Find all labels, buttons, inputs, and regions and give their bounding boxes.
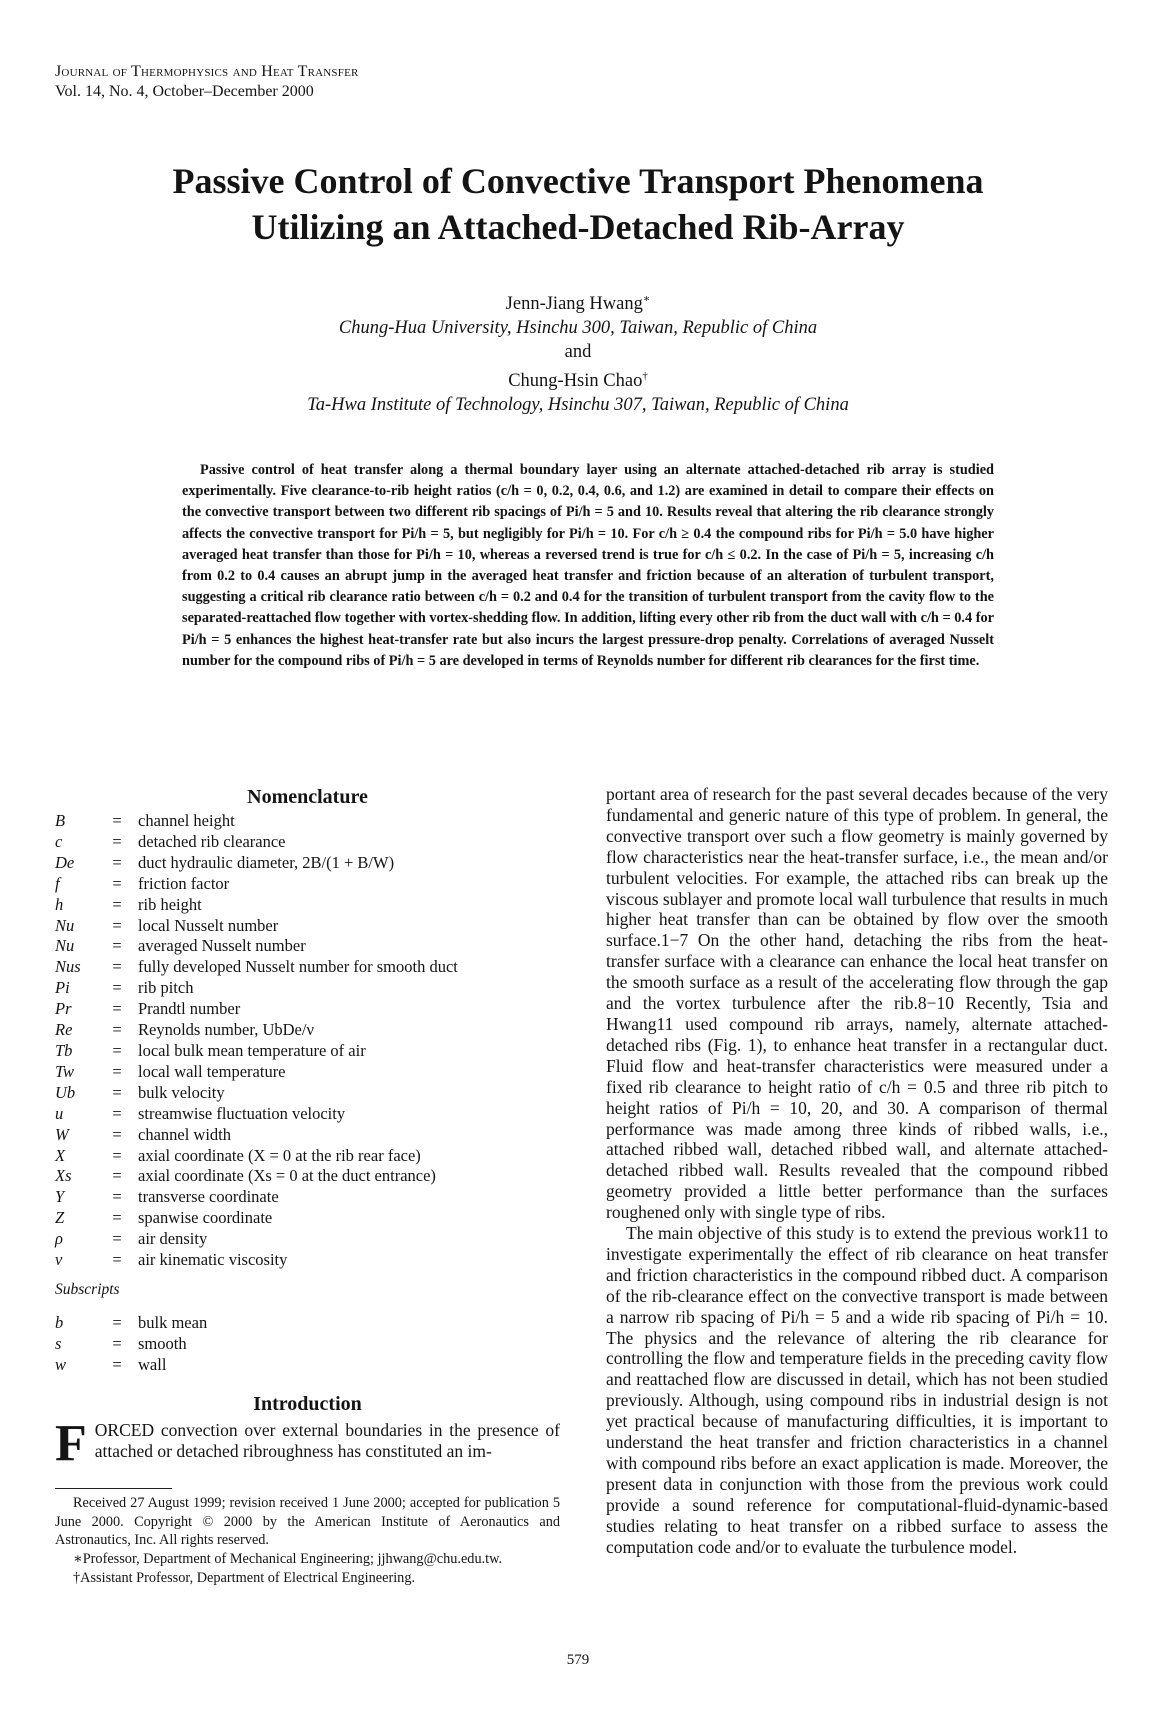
nomenclature-symbol: Ub xyxy=(55,1082,76,1102)
nomenclature-row xyxy=(55,957,458,978)
body-paragraph-1: portant area of research for the past several decades because of the very fundamental and generic nature of this type of problem. In general, the convective transport over such a flow geometry is mainly governed by flow characteristics near the heat-transfer surface, i.e., the mean and/or turbulent velocities. For example, the attached ribs can break up the viscous sublayer and promote local wall turbulence that results in much higher heat transfer than can be obtained by flow over the smooth surface.1−7 On the other hand, detaching the ribs from the heat-transfer surface with a clearance can enhance the local heat transfer on the smooth surface as a result of the accelerating flow through the gap and the vortex turbulence after the rib.8−10 Recently, Tsia and Hwang11 used compound rib arrays, namely, alternate attached-detached ribs (Fig. 1), to enhance heat transfer in a rectangular duct. Fluid flow and heat-transfer characteristics were measured under a fixed rib clearance to height ratio of c/h = 0.5 and three rib pitch to height ratios of Pi/h = 10, 20, and 30. A comparison of thermal performance was made among three kinds of ribbed walls, i.e., attached ribbed wall, detached ribbed wall, and alternate attached-detached ribbed wall. Results revealed that the compound ribbed geometry provided a little better performance than the surfaces roughened only with single type of ribs. xyxy=(606,784,1108,1223)
nomenclature-row xyxy=(55,832,458,853)
author-2-mark: † xyxy=(642,370,648,383)
nomenclature-symbol: Z xyxy=(55,1208,65,1228)
subscript-row xyxy=(55,1313,207,1334)
nomenclature-row xyxy=(55,853,458,874)
nomenclature-symbol: Pi xyxy=(55,978,70,998)
subscript-row xyxy=(55,1355,207,1376)
nomenclature-row xyxy=(55,874,458,895)
subscript-equals: = xyxy=(112,1312,122,1332)
nomenclature-definition: streamwise fluctuation velocity xyxy=(138,1103,346,1123)
nomenclature-definition: fully developed Nusselt number for smooth duct xyxy=(138,957,458,977)
subscript-definition: wall xyxy=(138,1354,167,1374)
subscript-definition: bulk mean xyxy=(138,1312,208,1332)
subscript-definition: smooth xyxy=(138,1333,187,1353)
footnote-author-2: †Assistant Professor, Department of Electrical Engineering. xyxy=(73,1569,416,1586)
nomenclature-symbol: h xyxy=(55,894,64,914)
nomenclature-definition: bulk velocity xyxy=(138,1082,225,1102)
author-block xyxy=(60,287,1096,417)
nomenclature-row xyxy=(55,1062,458,1083)
nomenclature-equals: = xyxy=(112,1166,122,1186)
nomenclature-equals: = xyxy=(112,1020,122,1040)
nomenclature-equals: = xyxy=(112,1187,122,1207)
nomenclature-definition: rib height xyxy=(138,894,202,914)
subscript-equals: = xyxy=(112,1354,122,1374)
footnote-received: Received 27 August 1999; revision received 1 June 2000; accepted for publication 5 June 2000. Copyright © 2000 by the American Institute of Aeronautics and Astronautics, Inc. All rights reserved. xyxy=(55,1495,560,1549)
nomenclature-row xyxy=(55,895,458,916)
nomenclature-equals: = xyxy=(112,1103,122,1123)
nomenclature-definition: spanwise coordinate xyxy=(138,1208,273,1228)
nomenclature-equals: = xyxy=(112,957,122,977)
nomenclature-symbol: Tb xyxy=(55,1040,73,1060)
footnotes xyxy=(55,1494,560,1588)
nomenclature-definition: local bulk mean temperature of air xyxy=(138,1040,366,1060)
introduction-text: ORCED convection over external boundaries in the presence of attached or detached ribroughness has constituted an im- xyxy=(94,1420,560,1461)
nomenclature-row xyxy=(55,916,458,937)
subscript-symbol: w xyxy=(55,1354,67,1374)
nomenclature-symbol: Pr xyxy=(55,999,72,1019)
nomenclature-definition: rib pitch xyxy=(138,978,194,998)
nomenclature-definition: Reynolds number, UbDe/ν xyxy=(138,1020,314,1040)
nomenclature-equals: = xyxy=(112,1082,122,1102)
nomenclature-row xyxy=(55,1083,458,1104)
nomenclature-symbol: ν xyxy=(55,1250,63,1270)
nomenclature-row xyxy=(55,1208,458,1229)
nomenclature-definition: axial coordinate (X = 0 at the rib rear face) xyxy=(138,1145,421,1165)
nomenclature-definition: channel height xyxy=(138,811,235,830)
subscript-symbol: b xyxy=(55,1312,64,1332)
introduction-heading: Introduction xyxy=(253,1393,362,1415)
nomenclature-equals: = xyxy=(112,873,122,893)
nomenclature-definition: air density xyxy=(138,1229,208,1249)
nomenclature-equals: = xyxy=(112,1040,122,1060)
nomenclature-symbol: Tw xyxy=(55,1061,74,1081)
nomenclature-row xyxy=(55,1020,458,1041)
nomenclature-row xyxy=(55,811,458,832)
right-column xyxy=(606,784,1108,1558)
page-number: 579 xyxy=(566,1652,590,1668)
nomenclature-symbol: B xyxy=(55,811,66,830)
footnote-author-1: ∗Professor, Department of Mechanical Engineering; jjhwang@chu.edu.tw. xyxy=(73,1551,503,1568)
nomenclature-symbol: Nus xyxy=(55,957,81,977)
nomenclature-definition: duct hydraulic diameter, 2B/(1 + B/W) xyxy=(138,852,395,872)
nomenclature-equals: = xyxy=(112,915,122,935)
nomenclature-symbol: Xs xyxy=(55,1166,72,1186)
nomenclature-symbol: W xyxy=(55,1124,69,1144)
nomenclature-symbol: Re xyxy=(55,1020,73,1040)
nomenclature-symbol: c xyxy=(55,831,63,851)
paper-title xyxy=(60,158,1096,250)
introduction-section xyxy=(55,1392,560,1472)
nomenclature-symbol: De xyxy=(55,852,75,872)
subscript-equals: = xyxy=(112,1333,122,1353)
subscripts-table xyxy=(55,1313,207,1376)
nomenclature-equals: = xyxy=(112,999,122,1019)
author-2-affiliation: Ta-Hwa Institute of Technology, Hsinchu 307, Taiwan, Republic of China xyxy=(307,395,849,416)
nomenclature-equals: = xyxy=(112,894,122,914)
nomenclature-definition: transverse coordinate xyxy=(138,1187,279,1207)
nomenclature-equals: = xyxy=(112,1250,122,1270)
author-2-name: Chung-Hsin Chao xyxy=(508,371,643,392)
nomenclature-symbol: Y xyxy=(55,1187,65,1207)
author-1-mark: ∗ xyxy=(642,293,651,305)
nomenclature-definition: local Nusselt number xyxy=(138,915,279,935)
nomenclature-equals: = xyxy=(112,852,122,872)
nomenclature-equals: = xyxy=(112,1145,122,1165)
authors-join: and xyxy=(564,342,592,363)
nomenclature-row xyxy=(55,1104,458,1125)
nomenclature-row xyxy=(55,1250,458,1271)
title-line-1: Passive Control of Convective Transport Phenomena xyxy=(172,161,984,201)
nomenclature-equals: = xyxy=(112,1061,122,1081)
nomenclature-row xyxy=(55,1166,458,1187)
nomenclature-equals: = xyxy=(112,811,122,830)
introduction-opening xyxy=(55,1415,560,1472)
nomenclature-row xyxy=(55,1125,458,1146)
nomenclature-row xyxy=(55,1187,458,1208)
nomenclature-equals: = xyxy=(112,831,122,851)
nomenclature-symbol: Nu xyxy=(55,915,75,935)
nomenclature-definition: averaged Nusselt number xyxy=(138,936,306,956)
body-paragraph-2: The main objective of this study is to extend the previous work11 to investigate experimentally the effect of rib clearance on heat transfer and friction characteristics in the compound ribbed duct. A comparison of the rib-clearance effect on the convective transport is made between a narrow rib spacing of Pi/h = 5 and a wide rib spacing of Pi/h = 10. The physics and the relevance of altering the rib clearance for controlling the flow and temperature fields in the preceding cavity flow and reattached flow are discussed in detail, which has not been studied previously. Although, using compound ribs in industrial design is not yet practical because of manufacturing difficulties, it is important to understand the heat transfer and friction characteristics in a channel with compound ribs before an exact application is made. Moreover, the present data in conjunction with those from the previous work could provide a sound reference for computational-fluid-dynamic-based studies relating to heat transfer on a ribbed surface to assess the computation code and/or to evaluate the turbulence model. xyxy=(606,1223,1108,1557)
nomenclature-definition: channel width xyxy=(138,1124,232,1144)
abstract: Passive control of heat transfer along a thermal boundary layer using an alternate attached-detached rib array is studied experimentally. Five clearance-to-rib height ratios (c/h = 0, 0.2, 0.4, 0.6, and 1.2) are examined in detail to compare their effects on the convective transport between two different rib spacings of Pi/h = 5 and 10. Results reveal that altering the rib clearance strongly affects the convective transport for Pi/h = 5, but negligibly for Pi/h = 10. For c/h ≥ 0.4 the compound ribs for Pi/h = 5.0 have higher averaged heat transfer than those for Pi/h = 10, whereas a reversed trend is true for c/h ≤ 0.2. In the case of Pi/h = 5, increasing c/h from 0.2 to 0.4 causes an abrupt jump in the averaged heat transfer and friction because of an alteration of turbulent transport, suggesting a critical rib clearance ratio between c/h = 0.2 and 0.4 for the transition of turbulent transport from the cavity flow to the separated-reattached flow together with vortex-shedding flow. In addition, lifting every other rib from the duct wall with c/h = 0.4 for Pi/h = 5 enhances the highest heat-transfer rate but also incurs the largest pressure-drop penalty. Correlations of averaged Nusselt number for the compound ribs of Pi/h = 5 are developed in terms of Reynolds number for different rib clearances for the first time. xyxy=(182,462,994,669)
nomenclature-equals: = xyxy=(112,1124,122,1144)
nomenclature-symbol: u xyxy=(55,1103,64,1123)
nomenclature-symbol: ρ xyxy=(55,1229,63,1249)
nomenclature-symbol: f xyxy=(55,873,60,893)
nomenclature-equals: = xyxy=(112,936,122,956)
footnote-rule xyxy=(55,1488,172,1489)
author-2 xyxy=(60,364,1096,393)
nomenclature-row xyxy=(55,936,458,957)
nomenclature-symbol: Nu xyxy=(55,936,75,956)
author-1-affiliation: Chung-Hua University, Hsinchu 300, Taiwan, Republic of China xyxy=(338,318,818,339)
nomenclature-equals: = xyxy=(112,1229,122,1249)
nomenclature-row xyxy=(55,1229,458,1250)
nomenclature-definition: Prandtl number xyxy=(138,999,241,1019)
subscript-symbol: s xyxy=(55,1333,62,1353)
journal-header xyxy=(55,62,359,102)
nomenclature-table xyxy=(55,811,458,1271)
nomenclature-equals: = xyxy=(112,1208,122,1228)
journal-volume: Vol. 14, No. 4, October–December 2000 xyxy=(55,83,314,100)
nomenclature-definition: friction factor xyxy=(138,873,230,893)
nomenclature-definition: air kinematic viscosity xyxy=(138,1250,288,1270)
nomenclature-symbol: X xyxy=(55,1145,66,1165)
nomenclature-section xyxy=(55,785,560,1376)
nomenclature-row xyxy=(55,1041,458,1062)
drop-cap: F xyxy=(55,1415,87,1472)
nomenclature-definition: detached rib clearance xyxy=(138,831,286,851)
nomenclature-row xyxy=(55,1146,458,1167)
nomenclature-definition: axial coordinate (Xs = 0 at the duct entrance) xyxy=(138,1166,436,1186)
nomenclature-definition: local wall temperature xyxy=(138,1061,286,1081)
nomenclature-row xyxy=(55,978,458,999)
nomenclature-equals: = xyxy=(112,978,122,998)
nomenclature-row xyxy=(55,999,458,1020)
author-1 xyxy=(60,287,1096,316)
subscript-row xyxy=(55,1334,207,1355)
nomenclature-heading: Nomenclature xyxy=(247,786,368,808)
subscripts-heading: Subscripts xyxy=(55,1280,120,1298)
title-line-2: Utilizing an Attached-Detached Rib-Array xyxy=(251,207,905,247)
journal-name: Journal of Thermophysics and Heat Transfer xyxy=(55,63,359,80)
author-1-name: Jenn-Jiang Hwang xyxy=(505,294,643,315)
